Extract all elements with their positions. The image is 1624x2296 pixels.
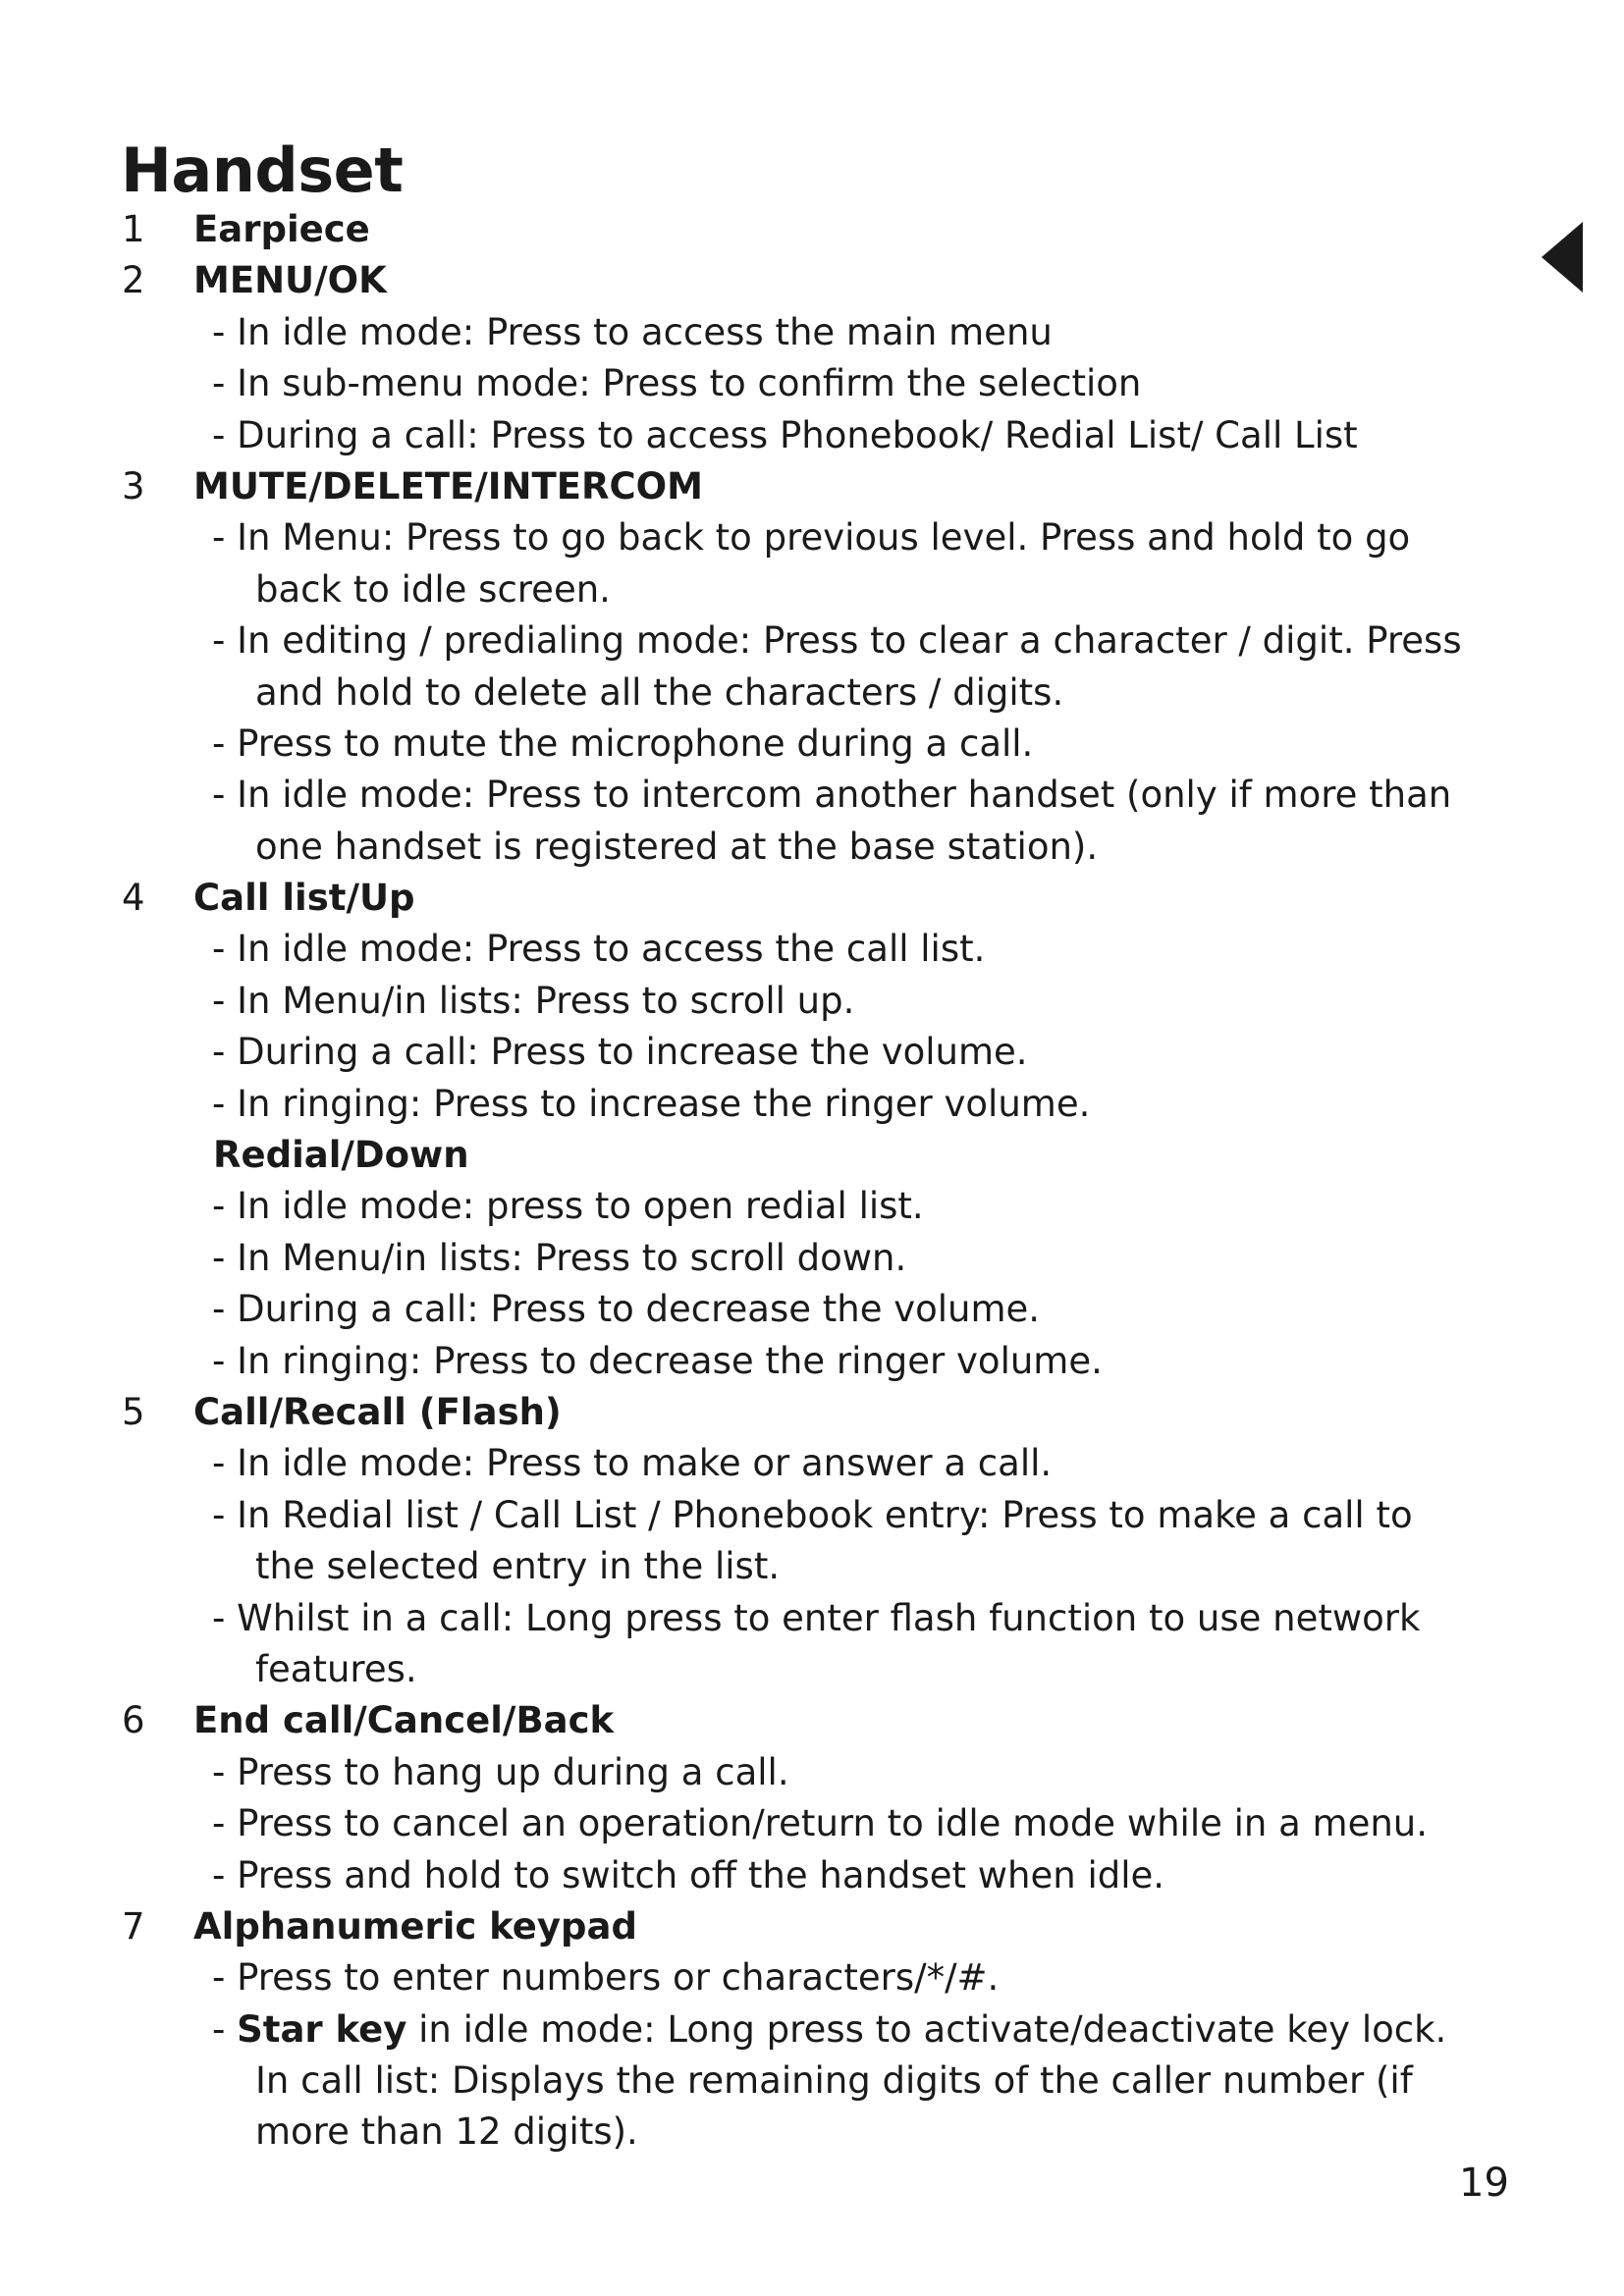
list-line bbox=[0, 1798, 1624, 1849]
item-number: 6 bbox=[122, 1699, 145, 1742]
bullet-text: - Press to mute the microphone during a call. bbox=[212, 721, 1034, 765]
bullet-text: - Press to enter numbers or characters/*/#. bbox=[212, 1956, 1000, 2000]
list-line bbox=[0, 1336, 1624, 1387]
key-heading: MENU/OK bbox=[193, 259, 387, 302]
item-number: 1 bbox=[122, 208, 145, 250]
list-line bbox=[0, 1387, 1624, 1438]
list-line bbox=[0, 2107, 1624, 2158]
continuation-text: back to idle screen. bbox=[255, 567, 611, 611]
list-line bbox=[0, 1850, 1624, 1901]
list-line bbox=[0, 1644, 1624, 1695]
key-heading: Earpiece bbox=[193, 208, 370, 250]
list-line bbox=[0, 1181, 1624, 1232]
list-line bbox=[0, 461, 1624, 512]
item-number: 4 bbox=[122, 877, 145, 920]
key-heading: End call/Cancel/Back bbox=[193, 1699, 615, 1742]
list-line bbox=[0, 1747, 1624, 1798]
bullet-text bbox=[212, 2004, 1446, 2056]
handset-key-description-list bbox=[0, 204, 1624, 2159]
key-heading: Call/Recall (Flash) bbox=[193, 1390, 562, 1433]
continuation-text: more than 12 digits). bbox=[255, 2110, 638, 2154]
page-number: 19 bbox=[1459, 2161, 1509, 2206]
list-line bbox=[0, 2056, 1624, 2107]
bullet-text: - In ringing: Press to decrease the ringer volume. bbox=[212, 1339, 1103, 1382]
list-line bbox=[0, 1901, 1624, 1952]
list-line bbox=[0, 1027, 1624, 1078]
bullet-text: - In sub-menu mode: Press to confirm the selection bbox=[212, 362, 1142, 405]
list-line bbox=[0, 873, 1624, 924]
bullet-text: - In Menu/in lists: Press to scroll down. bbox=[212, 1236, 907, 1279]
bullet-text: - During a call: Press to increase the volume. bbox=[212, 1031, 1028, 1074]
list-line bbox=[0, 204, 1624, 255]
bullet-text: - In idle mode: Press to make or answer a call. bbox=[212, 1442, 1053, 1485]
list-line bbox=[0, 2004, 1624, 2056]
item-number: 7 bbox=[122, 1904, 145, 1948]
bullet-dash: - bbox=[212, 2007, 238, 2051]
bullet-text: - In idle mode: Press to access the call list. bbox=[212, 928, 986, 971]
list-line bbox=[0, 1079, 1624, 1130]
bullet-text: - Whilst in a call: Long press to enter flash function to use network bbox=[212, 1596, 1421, 1639]
continuation-text: and hold to delete all the characters / digits. bbox=[255, 670, 1064, 714]
list-line bbox=[0, 1438, 1624, 1489]
bullet-text: - Press to hang up during a call. bbox=[212, 1750, 789, 1793]
continuation-text: the selected entry in the list. bbox=[255, 1545, 781, 1588]
list-line bbox=[0, 307, 1624, 358]
list-line bbox=[0, 1695, 1624, 1746]
list-line bbox=[0, 1130, 1624, 1181]
list-line bbox=[0, 1233, 1624, 1284]
bullet-text: - Press to cancel an operation/return to idle mode while in a menu. bbox=[212, 1802, 1429, 1845]
list-line bbox=[0, 358, 1624, 409]
key-heading: MUTE/DELETE/INTERCOM bbox=[193, 464, 703, 507]
list-line bbox=[0, 1284, 1624, 1335]
list-line bbox=[0, 924, 1624, 975]
star-key-label: Star key bbox=[237, 2007, 407, 2051]
item-number: 5 bbox=[122, 1390, 145, 1433]
list-line bbox=[0, 719, 1624, 770]
list-line bbox=[0, 1490, 1624, 1541]
bullet-text: - During a call: Press to access Phonebook/ Redial List/ Call List bbox=[212, 413, 1358, 456]
key-subheading: Redial/Down bbox=[213, 1134, 469, 1177]
list-line bbox=[0, 564, 1624, 615]
list-line bbox=[0, 770, 1624, 821]
key-heading: Alphanumeric keypad bbox=[193, 1904, 637, 1948]
list-line bbox=[0, 667, 1624, 719]
list-line bbox=[0, 255, 1624, 306]
list-line bbox=[0, 410, 1624, 461]
list-line bbox=[0, 1593, 1624, 1644]
list-line bbox=[0, 1541, 1624, 1592]
list-line bbox=[0, 976, 1624, 1027]
continuation-text: features. bbox=[255, 1647, 417, 1690]
bullet-text: - In idle mode: Press to access the main menu bbox=[212, 310, 1053, 353]
list-line bbox=[0, 512, 1624, 563]
item-number: 2 bbox=[122, 259, 145, 302]
bullet-text: - Press and hold to switch off the handset when idle. bbox=[212, 1853, 1165, 1896]
bullet-text: - In idle mode: press to open redial list. bbox=[212, 1185, 924, 1228]
bullet-text: - In idle mode: Press to intercom another handset (only if more than bbox=[212, 774, 1452, 817]
page-title: Handset bbox=[121, 134, 404, 206]
bullet-text: - During a call: Press to decrease the volume. bbox=[212, 1288, 1041, 1331]
bullet-text: - In Menu: Press to go back to previous level. Press and hold to go bbox=[212, 516, 1411, 560]
bullet-text: - In Menu/in lists: Press to scroll up. bbox=[212, 979, 855, 1022]
item-number: 3 bbox=[122, 464, 145, 507]
bullet-text: - In editing / predialing mode: Press to clear a character / digit. Press bbox=[212, 619, 1462, 663]
list-line bbox=[0, 1952, 1624, 2003]
bullet-rest: in idle mode: Long press to activate/deactivate key lock. bbox=[406, 2007, 1447, 2051]
list-line bbox=[0, 615, 1624, 667]
bullet-text: - In ringing: Press to increase the ringer volume. bbox=[212, 1082, 1091, 1125]
bullet-text: - In Redial list / Call List / Phonebook entry: Press to make a call to bbox=[212, 1493, 1413, 1536]
list-line bbox=[0, 822, 1624, 873]
continuation-text: In call list: Displays the remaining digits of the caller number (if bbox=[255, 2059, 1413, 2103]
continuation-text: one handset is registered at the base station). bbox=[255, 825, 1099, 868]
key-heading: Call list/Up bbox=[193, 877, 415, 920]
